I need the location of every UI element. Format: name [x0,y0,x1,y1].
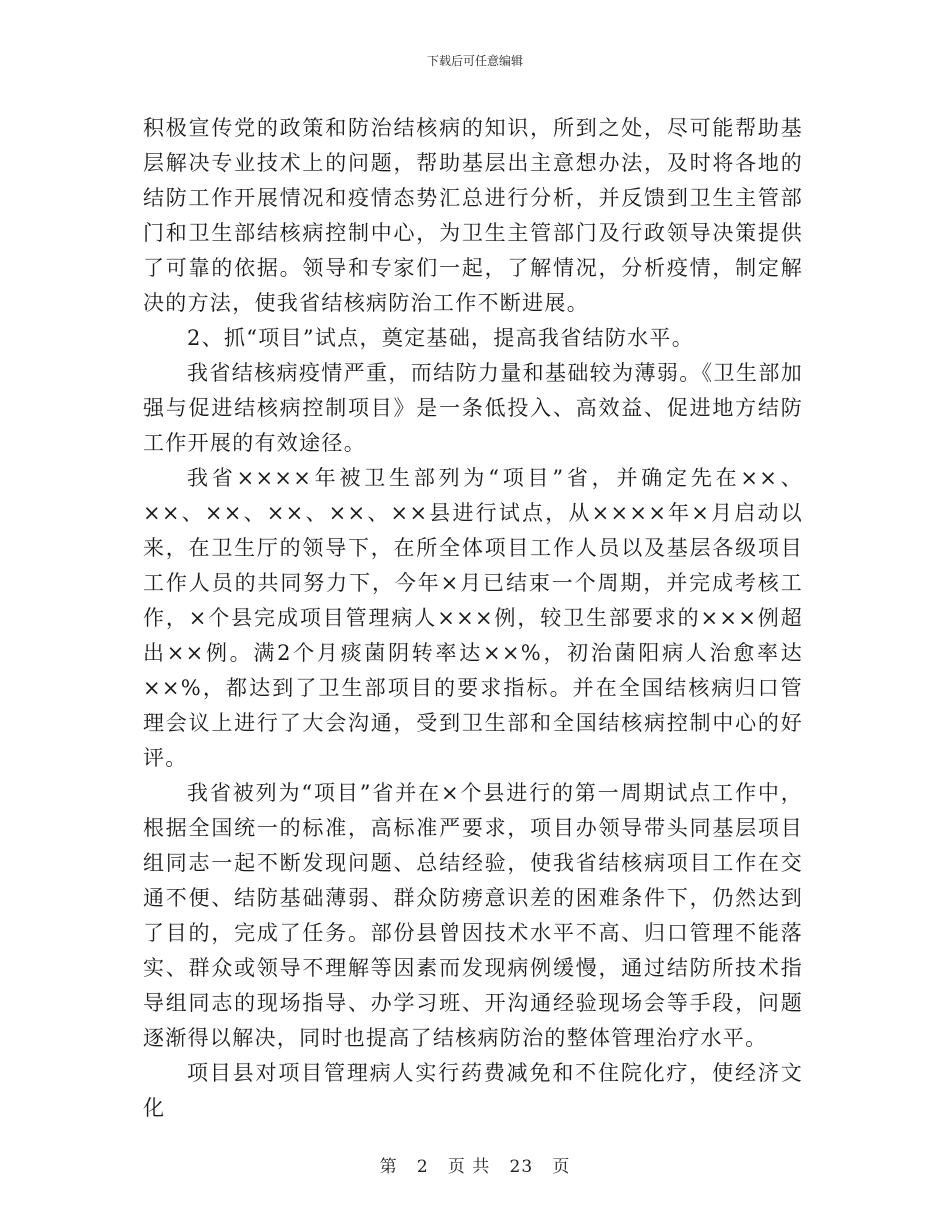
paragraph-1: 积极宣传党的政策和防治结核病的知识，所到之处，尽可能帮助基层解决专业技术上的问题，帮助基层出主意想办法，及时将各地的结防工作开展情况和疫情态势汇总进行分析，并反馈到卫生主管部门和卫生部结核病控制中心，为卫生主管部门及行政领导决策提供了可靠的依据。领导和专家们一起，了解情况，分析疫情，制定解决的方法，使我省结核病防治工作不断进展。 [143,116,803,315]
footer-prefix: 第 [379,1157,398,1177]
paragraph-6: 项目县对项目管理病人实行药费减免和不住院化疗，使经济文化 [143,1061,803,1120]
footer-page-number: 2 [416,1157,429,1177]
footer-total-pages: 23 [509,1157,534,1177]
paragraph-4: 我省××××年被卫生部列为“项目”省，并确定先在××、××、××、××、××、××县进行试点，从××××年×月启动以来，在卫生厅的领导下，在所全体项目工作人员以及基层各级项目工作人员的共同努力下，今年×月已结束一个周期，并完成考核工作，×个县完成项目管理病人×××例，较卫生部要求的×××例超出××例。满2个月痰菌阴转率达××%，初治菌阳病人治愈率达××%，都达到了卫生部项目的要求指标。并在全国结核病归口管理会议上进行了大会沟通，受到卫生部和全国结核病控制中心的好评。 [143,466,803,770]
paragraph-5: 我省被列为“项目”省并在×个县进行的第一周期试点工作中，根据全国统一的标准，高标准严要求，项目办领导带头同基层项目组同志一起不断发现问题、总结经验，使我省结核病项目工作在交通不便、结防基础薄弱、群众防痨意识差的困难条件下，仍然达到了目的，完成了任务。部份县曾因技术水平不高、归口管理不能落实、群众或领导不理解等因素而发现病例缓慢，通过结防所技术指导组同志的现场指导、办学习班、开沟通经验现场会等手段，问题逐渐得以解决，同时也提高了结核病防治的整体管理治疗水平。 [143,781,803,1050]
page-header [0,52,950,69]
paragraph-3: 我省结核病疫情严重，而结防力量和基础较为薄弱。《卫生部加强与促进结核病控制项目》是一条低投入、高效益、促进地方结防工作开展的有效途径。 [143,361,803,455]
page-footer [0,1152,950,1177]
header-note: 下载后可任意编辑 [426,54,523,68]
paragraph-2-heading: 2、抓“项目”试点，奠定基础，提高我省结防水平。 [187,326,695,350]
footer-middle: 页 共 [447,1157,491,1177]
footer-suffix: 页 [552,1157,571,1177]
document-body [143,111,803,1126]
